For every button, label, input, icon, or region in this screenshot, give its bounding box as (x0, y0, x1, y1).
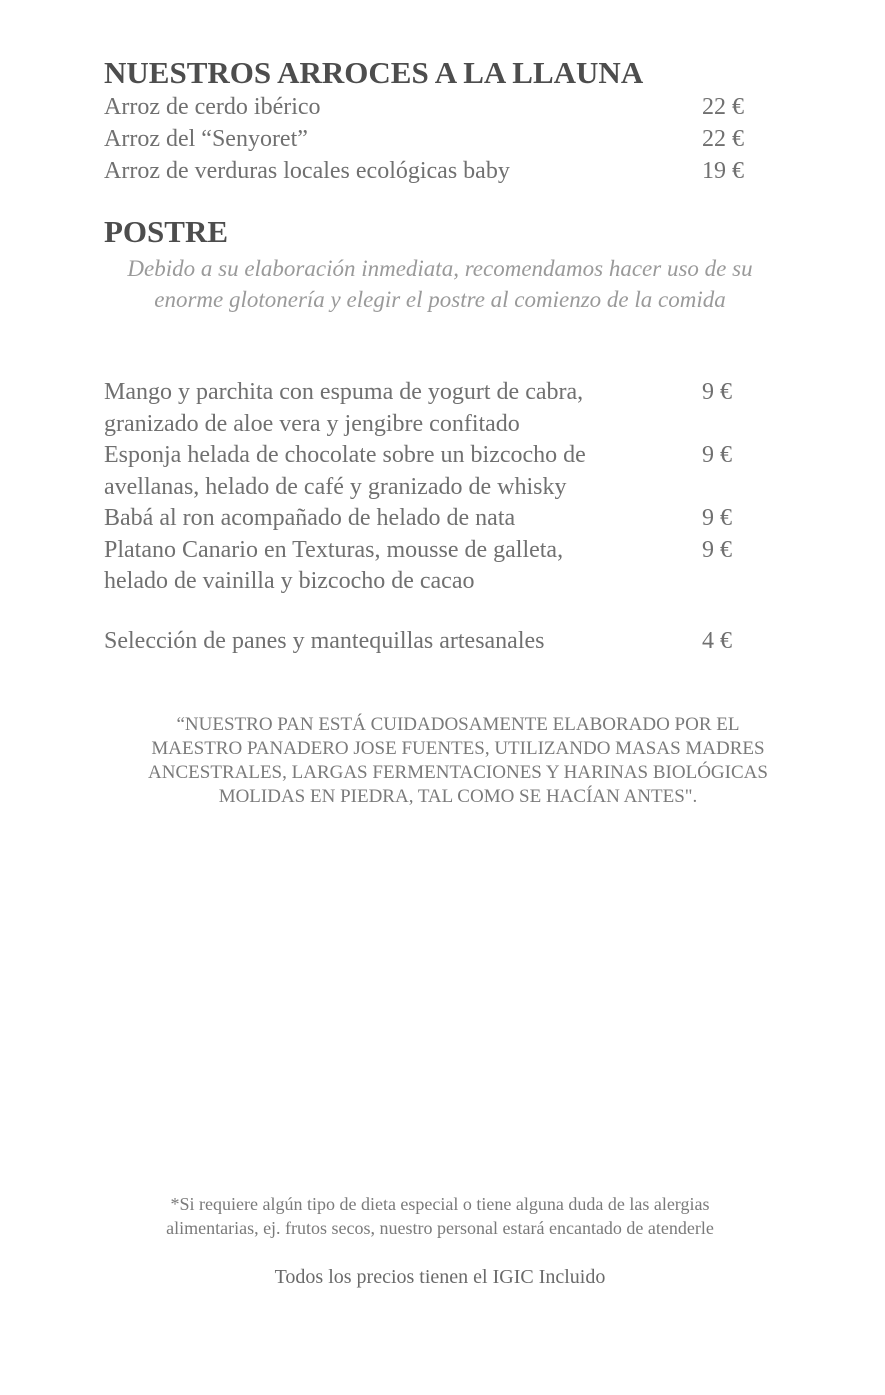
dessert-name: Platano Canario en Texturas, mousse de galleta, helado de vainilla y bizcocho de cacao (104, 536, 564, 594)
list-item (104, 155, 764, 187)
bread-item (104, 625, 764, 657)
igic-note: Todos los precios tienen el IGIC Incluido (274, 1266, 606, 1288)
dessert-note: Debido a su elaboración inmediata, recomendamos hacer uso de su enorme glotonería y elegir el postre al comienzo de la comida (127, 256, 753, 312)
rice-section-title: NUESTROS ARROCES A LA LLAUNA (104, 55, 644, 90)
list-item (104, 123, 764, 155)
bread-name: Selección de panes y mantequillas artesanales (104, 628, 545, 654)
dish-name: Arroz de cerdo ibérico (104, 94, 321, 120)
list-item (104, 440, 764, 503)
list-item (104, 535, 764, 598)
dish-price: 22 € (702, 126, 744, 152)
list-item (104, 503, 764, 535)
dessert-list (104, 377, 764, 598)
allergy-note: *Si requiere algún tipo de dieta especial o tiene alguna duda de las alergias alimentarias, ej. frutos secos, nuestro personal estará encantado de atenderle (166, 1194, 714, 1238)
dessert-price: 9 € (702, 505, 732, 531)
dessert-price: 9 € (702, 536, 732, 563)
dessert-price: 9 € (702, 442, 732, 468)
dessert-price: 9 € (702, 379, 732, 405)
list-item (104, 91, 764, 123)
dish-price: 22 € (702, 94, 744, 120)
dessert-name: Babá al ron acompañado de helado de nata (104, 505, 516, 531)
dessert-name: Esponja helada de chocolate sobre un bizcocho de avellanas, helado de café y granizado de whisky (104, 442, 586, 500)
bread-quote: “NUESTRO PAN ESTÁ CUIDADOSAMENTE ELABORADO POR EL MAESTRO PANADERO JOSE FUENTES, UTILIZANDO MASAS MADRES ANCESTRALES, LARGAS FERMENTACIONES Y HARINAS BIOLÓGICAS MOLIDAS EN PIEDRA, TAL COMO SE HACÍAN ANTES". (148, 714, 768, 807)
dish-name: Arroz de verduras locales ecológicas baby (104, 158, 510, 184)
list-item (104, 377, 764, 440)
dish-price: 19 € (702, 158, 744, 184)
dish-name: Arroz del “Senyoret” (104, 126, 308, 152)
bread-price: 4 € (702, 628, 732, 654)
dessert-name: Mango y parchita con espuma de yogurt de cabra, granizado de aloe vera y jengibre confitado (104, 379, 584, 437)
rice-list (104, 91, 764, 187)
dessert-section-title: POSTRE (104, 214, 229, 249)
